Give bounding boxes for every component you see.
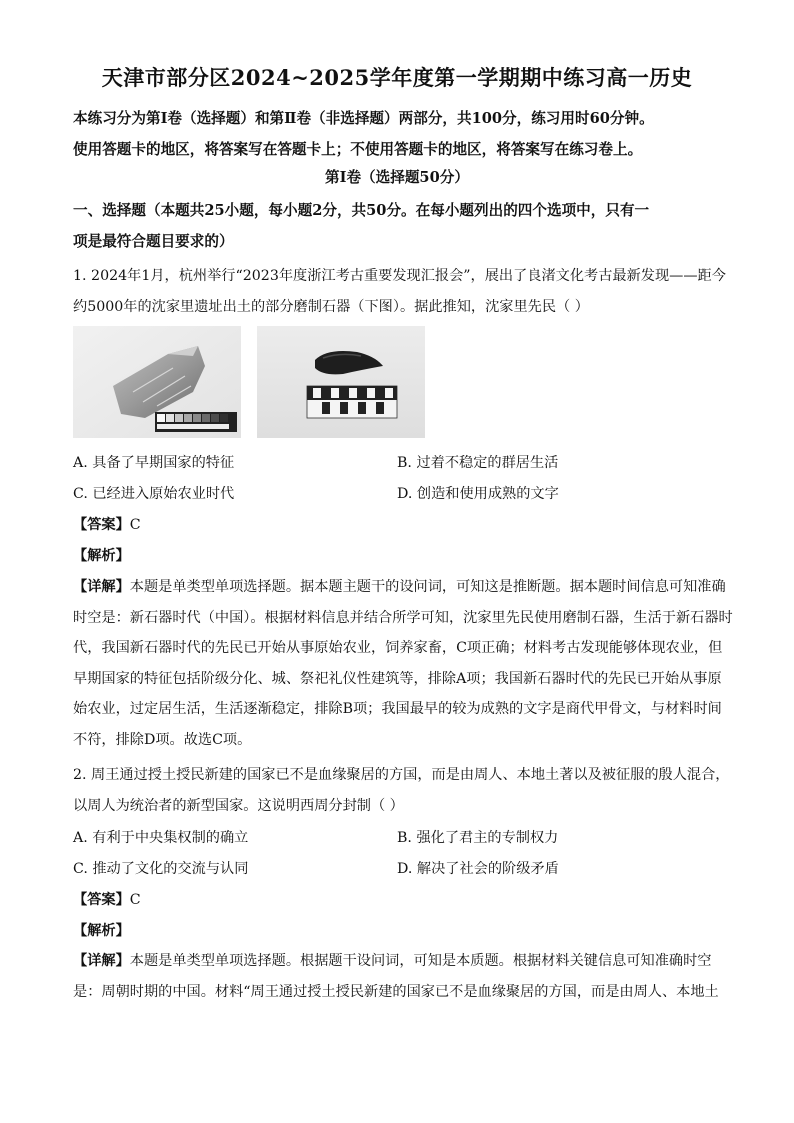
answer-1-tag: 【答案】 [73, 517, 130, 533]
option-1d: D. 创造和使用成熟的文字 [397, 486, 559, 502]
detail-1-line-1: 【详解】本题是单类型单项选择题。据本题主题干的设问词，可知这是推断题。据本题时间信息可知准确 [73, 579, 726, 595]
detail-1 [73, 572, 735, 755]
section-heading-line-2: 项是最符合题目要求的） [73, 232, 234, 250]
option-2a: A. 有利于中央集权制的确立 [73, 830, 249, 846]
instructions-line-2: 使用答题卡的地区，将答案写在答题卡上；不使用答题卡的地区，将答案写在练习卷上。 [73, 140, 643, 158]
option-2d: D. 解决了社会的阶级矛盾 [397, 861, 559, 877]
option-2b: B. 强化了君主的专制权力 [397, 830, 559, 846]
page-title: 天津市部分区2024~2025学年度第一学期期中练习高一历史 [101, 65, 693, 90]
answer-1-value: C [129, 517, 141, 533]
answer-2-value: C [129, 892, 141, 908]
section-heading [73, 196, 735, 257]
detail-2 [73, 946, 735, 1007]
stone-tool-photo-2 [257, 326, 425, 438]
detail-2-line-1: 【详解】本题是单类型单项选择题。根据题干设问词，可知是本质题。根据材料关键信息可知准确时空 [73, 953, 712, 969]
question-1-stem [73, 261, 735, 322]
option-1b: B. 过着不稳定的群居生活 [397, 455, 559, 471]
question-2-stem [73, 760, 735, 821]
analysis-2-label [73, 920, 130, 940]
detail-1-line-3: 代，我国新石器时代的先民已开始从事原始农业，饲养家畜，C项正确；材料考古发现能够体现农业，但 [73, 640, 723, 656]
detail-1-line-6: 不符，排除D项。故选C项。 [73, 731, 252, 748]
section-heading-line-1: 一、选择题（本题共25小题，每小题2分，共50分。在每小题列出的四个选项中，只有一 [73, 202, 650, 219]
answer-1 [73, 514, 141, 534]
question-1-line-1: 1. 2024年1月，杭州举行“2023年度浙江考古重要发现汇报会”，展出了良渚文化考古最新发现——距今 [73, 268, 726, 284]
option-1c: C. 已经进入原始农业时代 [73, 486, 235, 502]
exam-instructions [73, 104, 735, 165]
detail-1-line-5: 始农业，过定居生活，生活逐渐稳定，排除B项；我国最早的较为成熟的文字是商代甲骨文，与材料时间 [73, 701, 722, 717]
detail-2-line-2: 是：周朝时期的中国。材料“周王通过授土授民新建的国家已不是血缘聚居的方国，而是由周人、本地土 [73, 983, 719, 1000]
answer-2-tag: 【答案】 [73, 892, 130, 908]
option-2c: C. 推动了文化的交流与认同 [73, 861, 249, 877]
stone-tool-photos [73, 326, 433, 438]
analysis-1-tag: 【解析】 [73, 548, 130, 564]
stone-tool-image-2 [257, 326, 425, 438]
analysis-1-label [73, 545, 130, 565]
question-2-line-2: 以周人为统治者的新型国家。这说明西周分封制（ ） [73, 797, 404, 814]
question-1-line-2: 约5000年的沈家里遗址出土的部分磨制石器（下图）。据此推知，沈家里先民（ ） [73, 298, 589, 315]
stone-tool-image-1 [73, 326, 241, 438]
detail-2-tag: 【详解】 [73, 953, 130, 969]
stone-tool-photo-1 [73, 326, 241, 438]
option-1a: A. 具备了早期国家的特征 [73, 455, 235, 471]
analysis-2-tag: 【解析】 [73, 923, 130, 939]
question-2-line-1: 2. 周王通过授土授民新建的国家已不是血缘聚居的方国，而是由周人、本地土著以及被征服的殷人混合， [73, 767, 730, 783]
section-title: 第Ⅰ卷（选择题50分） [325, 169, 469, 186]
detail-1-line-2: 时空是：新石器时代（中国）。根据材料信息并结合所学可知，沈家里先民使用磨制石器，生活于新石器时 [73, 609, 733, 626]
instructions-line-1: 本练习分为第Ⅰ卷（选择题）和第Ⅱ卷（非选择题）两部分，共100分，练习用时60分钟。 [73, 110, 654, 127]
answer-2 [73, 889, 141, 909]
detail-1-tag: 【详解】 [73, 579, 130, 595]
detail-1-line-4: 早期国家的特征包括阶级分化、城、祭祀礼仪性建筑等，排除A项；我国新石器时代的先民已开始从事原 [73, 670, 722, 687]
